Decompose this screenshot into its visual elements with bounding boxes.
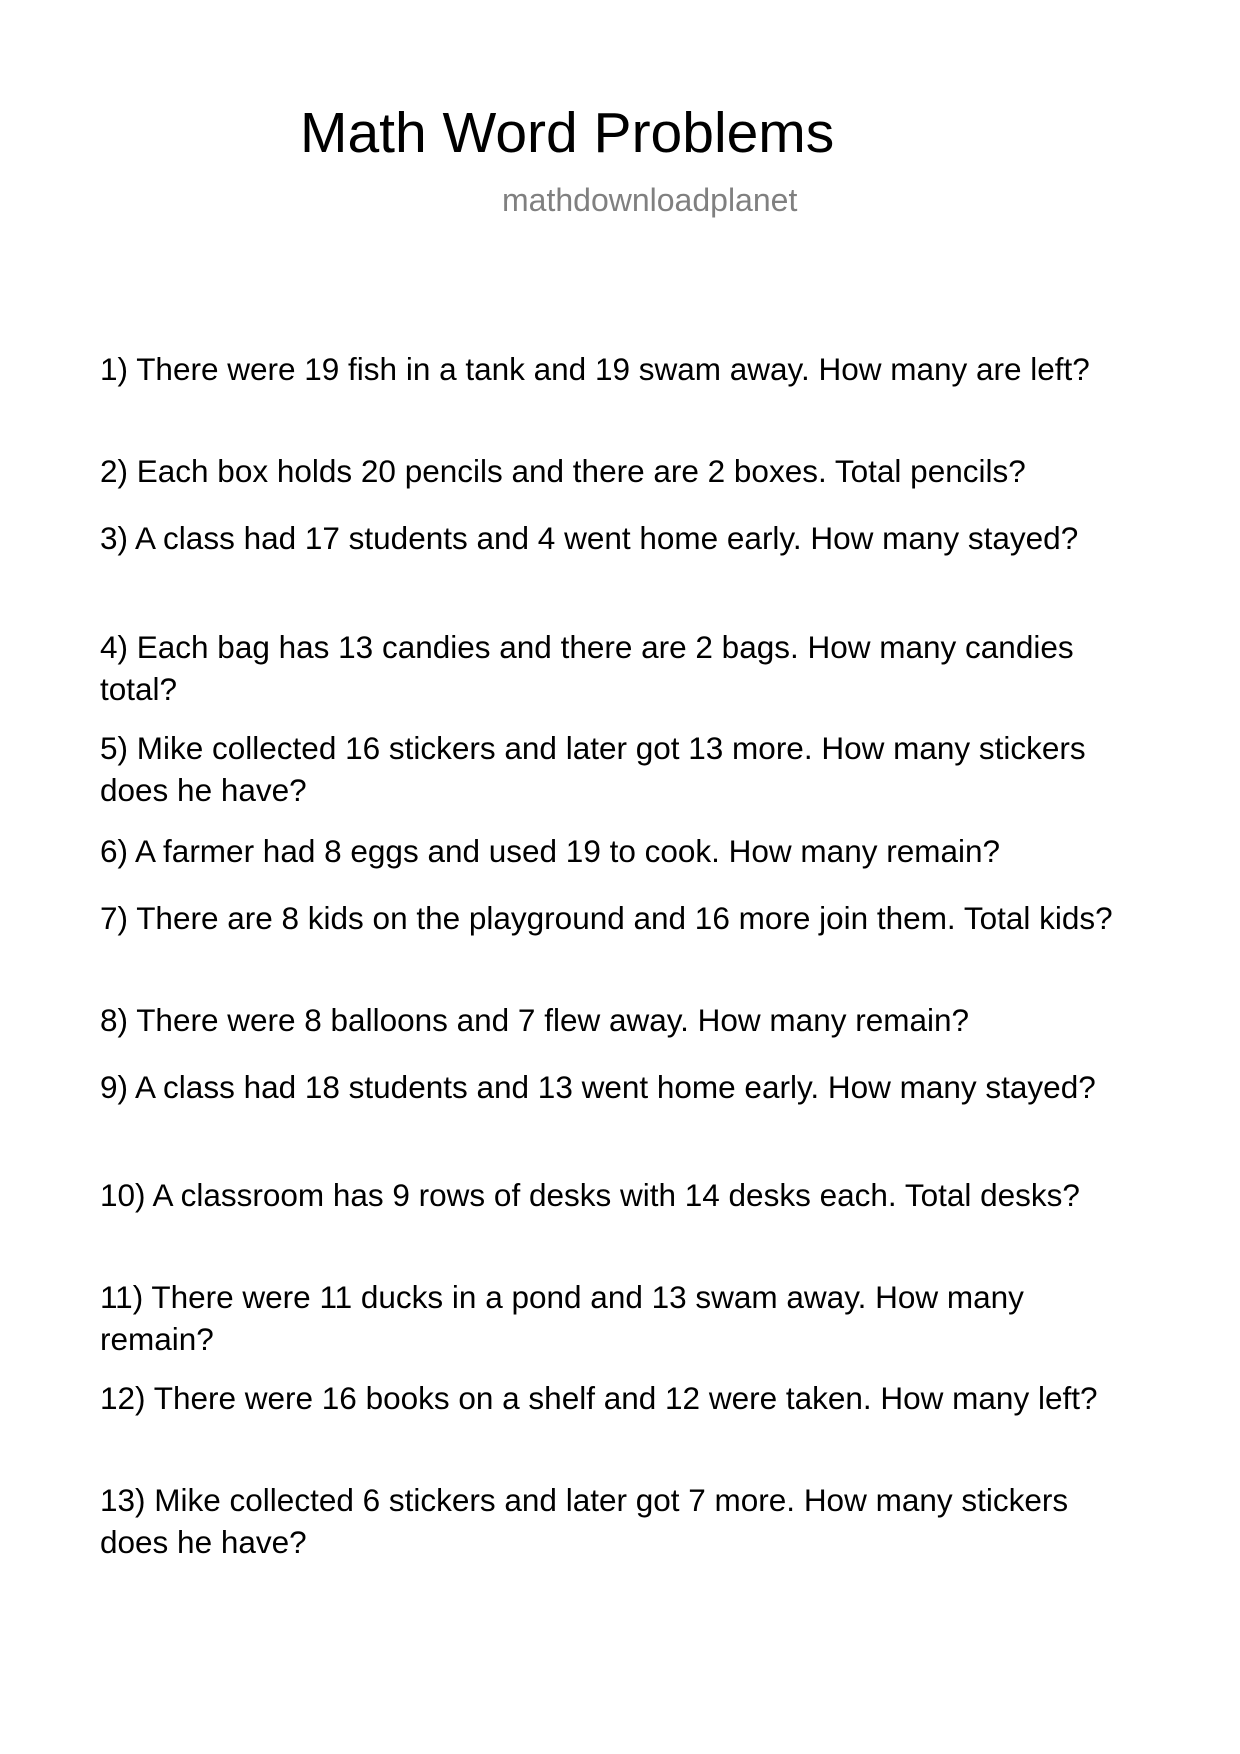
- problem-item: 6) A farmer had 8 eggs and used 19 to cook. How many remain?: [100, 833, 1001, 869]
- problem-item: 5) Mike collected 16 stickers and later got 13 more. How many stickers does he have?: [100, 730, 1086, 808]
- problem-item: 9) A class had 18 students and 13 went home early. How many stayed?: [100, 1069, 1096, 1105]
- page-title: Math Word Problems: [300, 101, 835, 165]
- problem-item: 10) A classroom has 9 rows of desks with 14 desks each. Total desks?: [100, 1177, 1080, 1213]
- problem-item: 7) There are 8 kids on the playground and 16 more join them. Total kids?: [100, 900, 1113, 936]
- source-subtitle: mathdownloadplanet: [502, 182, 798, 218]
- problem-item: 8) There were 8 balloons and 7 flew away. How many remain?: [100, 1002, 970, 1038]
- problem-item: 2) Each box holds 20 pencils and there are 2 boxes. Total pencils?: [100, 453, 1026, 489]
- problem-item: 13) Mike collected 6 stickers and later got 7 more. How many stickers does he have?: [100, 1482, 1069, 1560]
- problem-item: 3) A class had 17 students and 4 went home early. How many stayed?: [100, 520, 1079, 556]
- problem-item: 1) There were 19 fish in a tank and 19 swam away. How many are left?: [100, 351, 1090, 387]
- problem-item: 12) There were 16 books on a shelf and 12 were taken. How many left?: [100, 1380, 1098, 1416]
- problem-item: 4) Each bag has 13 candies and there are 2 bags. How many candies total?: [100, 629, 1074, 707]
- problem-item: 11) There were 11 ducks in a pond and 13 swam away. How many remain?: [100, 1279, 1024, 1357]
